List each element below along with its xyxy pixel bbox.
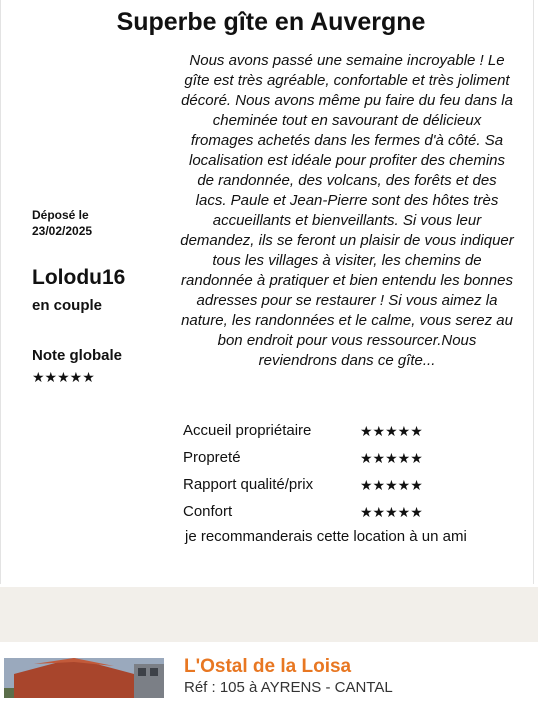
rating-label: Propreté — [183, 449, 241, 466]
rating-label: Accueil propriétaire — [183, 422, 312, 439]
rating-label: Rapport qualité/prix — [183, 476, 314, 493]
rating-stars: ★★★★★ — [360, 504, 423, 520]
global-rating-stars: ★★★★★ — [32, 369, 95, 385]
section-separator — [0, 587, 538, 642]
detailed-ratings — [183, 420, 443, 528]
rating-row — [183, 501, 443, 528]
posted-label: Déposé le — [32, 208, 89, 222]
rating-row — [183, 474, 443, 501]
listing-card[interactable] — [0, 642, 538, 696]
rating-stars: ★★★★★ — [360, 477, 423, 493]
posted-date-block — [32, 207, 142, 239]
rating-row — [183, 420, 443, 447]
review-text: Nous avons passé une semaine incroyable ! Le gîte est très agréable, confortable et très joliment décoré. Nous avons même pu faire du feu dans la cheminée tout en savourant de délicieux fromages achetés dans les fermes d'à côté. Sa localisation est idéale pour profiter des chemins de randonnée, des volcans, des forêts et des lacs. Paule et Jean-Pierre sont des hôtes très accueillants et bienveillants. Si vous leur demandez, ils se feront un plaisir de vous indiquer tous les villages à visiter, les chemins de randonnée à pratiquer et bien entendu les bonnes adresses pour se restaurer ! Si vous aimez la nature, les randonnées et le calme, vous serez au bon endroit pour vous ressourcer.Nous reviendrons dans ce gîte... — [180, 52, 514, 369]
listing-reference: Réf : 105 à AYRENS - CANTAL — [184, 679, 393, 696]
rating-stars: ★★★★★ — [360, 450, 423, 466]
global-rating-label: Note globale — [32, 347, 123, 364]
rating-row — [183, 447, 443, 474]
rating-stars: ★★★★★ — [360, 423, 423, 439]
recommend-text: je recommanderais cette location à un ami — [185, 528, 467, 545]
listing-photo[interactable] — [4, 658, 164, 698]
author-name: Lolodu16 — [32, 266, 126, 289]
rating-label: Confort — [183, 503, 233, 520]
review-title: Superbe gîte en Auvergne — [116, 8, 426, 36]
posted-date: 23/02/2025 — [32, 224, 93, 238]
listing-title[interactable]: L'Ostal de la Loisa — [184, 656, 352, 677]
house-photo-icon — [4, 658, 164, 698]
traveler-type: en couple — [32, 297, 103, 314]
